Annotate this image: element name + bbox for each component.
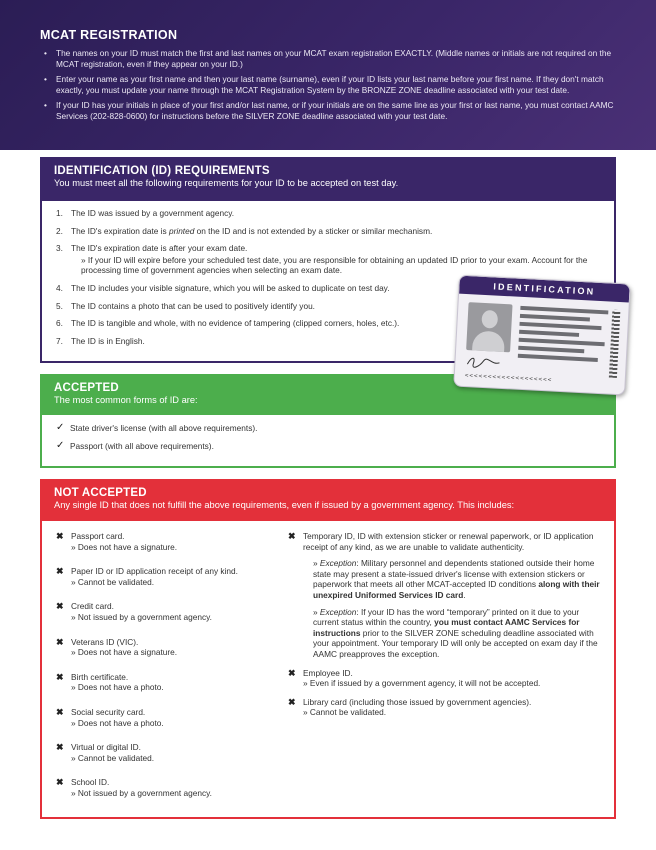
- not-accepted-item: [56, 637, 286, 658]
- requirement-number: 2.: [56, 225, 63, 236]
- exception-temporary: » Exception: If your ID has the word “temporary” printed on it due to your current status within the country, you must contact AAMC Services for instructions prior to the SILVER ZONE scheduling deadline associated with your appointment. Your temporary ID will only be accepted on exam day if the AAMC preapproves the exception.: [313, 606, 598, 659]
- x-mark-icon: ✖: [56, 671, 64, 682]
- not-accepted-item-temporary: [288, 531, 604, 660]
- item-name: Paper ID or ID application receipt of any kind.: [71, 566, 238, 577]
- item-reason: » Even if issued by a government agency, it will not be accepted.: [303, 678, 541, 689]
- not-accepted-box: [40, 479, 616, 819]
- x-mark-icon: ✖: [56, 531, 64, 541]
- exception-text: prior to the SILVER ZONE scheduling deadline associated with your appointment. Your temporary ID will only be accepted on exam day if the AAMC preapproves the exception.: [313, 627, 598, 659]
- requirement-number: 6.: [56, 318, 63, 329]
- x-mark-icon: ✖: [56, 601, 64, 612]
- requirement-text: The ID contains a photo that can be used to positively identify you.: [71, 300, 315, 311]
- x-mark-icon: ✖: [288, 667, 296, 678]
- requirement-subnote: » If your ID will expire before your scheduled test date, you are responsible for obtaining an updated ID prior to your exam. Account for the processing time of government agencies when selecting an exam date.: [81, 254, 588, 276]
- x-mark-icon: ✖: [56, 566, 64, 577]
- registration-list: [40, 48, 616, 122]
- id-card-illustration: [453, 275, 631, 396]
- item-name: Library card (including those issued by government agencies).: [303, 696, 532, 707]
- exception-bold: you must contact AAMC Services for instructions: [313, 617, 580, 638]
- registration-bullet: • If your ID has your initials in place of your first and/or last name, or if your initials are on the same line as your first or last name, you must contact AAMC Services (202-828-0600) for instructions before the SILVER ZONE deadline associated with your test date.: [40, 100, 616, 121]
- id-text-line: [519, 322, 601, 330]
- accepted-item-text: State driver's license (with all above requirements).: [70, 423, 258, 433]
- id-text-line: [519, 330, 579, 337]
- item-reason: » Not issued by a government agency.: [71, 787, 212, 798]
- item-name: Passport card.: [71, 531, 125, 541]
- exception-label: Exception: [319, 606, 357, 617]
- item-reason: » Not issued by a government agency.: [71, 611, 212, 622]
- item-reason: » Cannot be validated.: [71, 576, 155, 587]
- not-accepted-item: [56, 566, 286, 587]
- requirement-emphasis: printed: [168, 225, 195, 236]
- not-accepted-item: [56, 601, 286, 622]
- not-accepted-left-column: [56, 531, 286, 813]
- signature-icon: [465, 354, 502, 373]
- requirement-text: The ID's expiration date is: [71, 225, 169, 236]
- requirement-number: 4.: [56, 282, 63, 293]
- id-mrz-line: <<<<<<<<<<<<<<<<<<<: [464, 372, 553, 384]
- id-photo-body: [472, 330, 505, 352]
- id-text-line: [519, 338, 605, 346]
- x-mark-icon: ✖: [56, 706, 64, 717]
- x-mark-icon: ✖: [288, 696, 296, 707]
- id-text-line: [520, 314, 590, 322]
- not-accepted-item: [288, 668, 604, 689]
- requirement-text: The ID was issued by a government agency.: [71, 208, 235, 218]
- checkmark-icon: ✓: [56, 439, 65, 451]
- registration-banner: [0, 0, 656, 150]
- item-reason: » Cannot be validated.: [71, 752, 155, 763]
- id-requirements-title: IDENTIFICATION (ID) REQUIREMENTS: [54, 165, 270, 177]
- requirement-item: [56, 336, 456, 347]
- x-mark-icon: ✖: [56, 742, 64, 753]
- item-name: Virtual or digital ID.: [71, 742, 141, 753]
- item-reason: » Does not have a signature.: [71, 647, 178, 658]
- item-name: Credit card.: [71, 601, 114, 612]
- x-mark-icon: ✖: [288, 531, 296, 541]
- not-accepted-title: NOT ACCEPTED: [54, 487, 147, 499]
- checkmark-icon: ✓: [56, 422, 65, 433]
- id-photo-icon: [466, 302, 512, 352]
- id-text-line: [520, 306, 608, 315]
- requirement-number: 1.: [56, 208, 63, 218]
- id-card-label: IDENTIFICATION: [459, 276, 630, 303]
- exception-text: : Military personnel and dependents stationed outside their home state may present a state-issued driver's license with extension stickers or paperwork that meets all other MCAT-accepted ID conditions: [313, 558, 595, 590]
- item-name: Birth certificate.: [71, 671, 129, 682]
- accepted-list: [42, 415, 614, 451]
- x-mark-icon: ✖: [56, 636, 64, 647]
- item-name: Temporary ID, ID with extension sticker or renewal paperwork, or ID application receipt of any kind, as we are unable to validate authenticity.: [303, 531, 594, 552]
- requirement-text: The ID includes your visible signature, which you will be asked to duplicate on test day.: [71, 282, 390, 293]
- requirement-item: [56, 226, 476, 237]
- requirement-text: The ID's expiration date is after your exam date.: [71, 243, 248, 254]
- requirement-item: [56, 301, 456, 312]
- not-accepted-item: [56, 707, 286, 728]
- not-accepted-header: [42, 481, 614, 521]
- requirement-item: [56, 208, 476, 219]
- exception-text: : If your ID has the word “temporary” printed on it due to your current status within the country,: [313, 606, 580, 628]
- item-name: Veterans ID (VIC).: [71, 636, 139, 647]
- not-accepted-item: [56, 777, 286, 798]
- requirement-item: [56, 283, 456, 294]
- accepted-item: [56, 441, 614, 452]
- item-name: School ID.: [71, 777, 110, 788]
- exception-text: .: [463, 589, 466, 600]
- x-mark-icon: ✖: [56, 777, 64, 788]
- exception-bold: along with their unexpired Uniformed Services ID card: [313, 579, 600, 600]
- accepted-item: [56, 423, 614, 434]
- id-text-line: [518, 354, 598, 362]
- not-accepted-right-column: [288, 531, 604, 726]
- requirement-number: 7.: [56, 335, 63, 346]
- item-name: Social security card.: [71, 706, 146, 717]
- registration-bullet: • The names on your ID must match the first and last names on your MCAT exam registration EXACTLY. (Middle names or initials are not required on the MCAT registration, even if they appear on your ID.): [40, 48, 616, 69]
- requirement-item: [56, 318, 456, 329]
- item-reason: » Does not have a signature.: [71, 541, 178, 552]
- requirement-number: 5.: [56, 300, 63, 311]
- requirement-item: [56, 243, 596, 276]
- registration-title: MCAT REGISTRATION: [40, 28, 178, 42]
- exception-military: » Exception: Military personnel and dependents stationed outside their home state may present a state-issued driver's license with extension stickers or paperwork that meets all other MCAT-accepted ID conditions along with their unexpired Uniformed Services ID card.: [313, 558, 600, 600]
- not-accepted-item: [56, 531, 286, 552]
- item-name: Employee ID.: [303, 667, 353, 678]
- item-reason: » Cannot be validated.: [303, 707, 387, 718]
- not-accepted-item: [288, 697, 604, 718]
- accepted-subtitle: The most common forms of ID are:: [54, 395, 198, 405]
- registration-bullet: • Enter your name as your first name and then your last name (surname), even if your ID lists your last name before your first name. If they don't match exactly, you must update your name through the MCAT Registration System by the BRONZE ZONE deadline associated with your test date.: [40, 74, 616, 95]
- item-reason: » Does not have a photo.: [71, 717, 164, 728]
- requirement-text: on the ID and is not extended by a sticker or similar mechanism.: [194, 225, 433, 236]
- not-accepted-item: [56, 742, 286, 763]
- accepted-title: ACCEPTED: [54, 382, 119, 394]
- accepted-item-text: Passport (with all above requirements).: [70, 440, 214, 451]
- item-reason: » Does not have a photo.: [71, 682, 164, 693]
- id-requirements-subtitle: You must meet all the following requirements for your ID to be accepted on test day.: [54, 178, 399, 188]
- not-accepted-subtitle: Any single ID that does not fulfill the above requirements, even if issued by a government agency. This includes:: [54, 500, 515, 510]
- id-requirements-header: [42, 159, 614, 201]
- not-accepted-item: [56, 672, 286, 693]
- id-text-lines: [518, 306, 613, 367]
- requirement-text: The ID is in English.: [71, 335, 145, 346]
- requirement-text: The ID is tangible and whole, with no evidence of tampering (clipped corners, holes, etc.).: [71, 318, 400, 329]
- id-text-line: [518, 346, 584, 353]
- exception-label: Exception: [319, 558, 357, 569]
- id-photo-head: [481, 310, 498, 329]
- requirement-number: 3.: [56, 243, 63, 254]
